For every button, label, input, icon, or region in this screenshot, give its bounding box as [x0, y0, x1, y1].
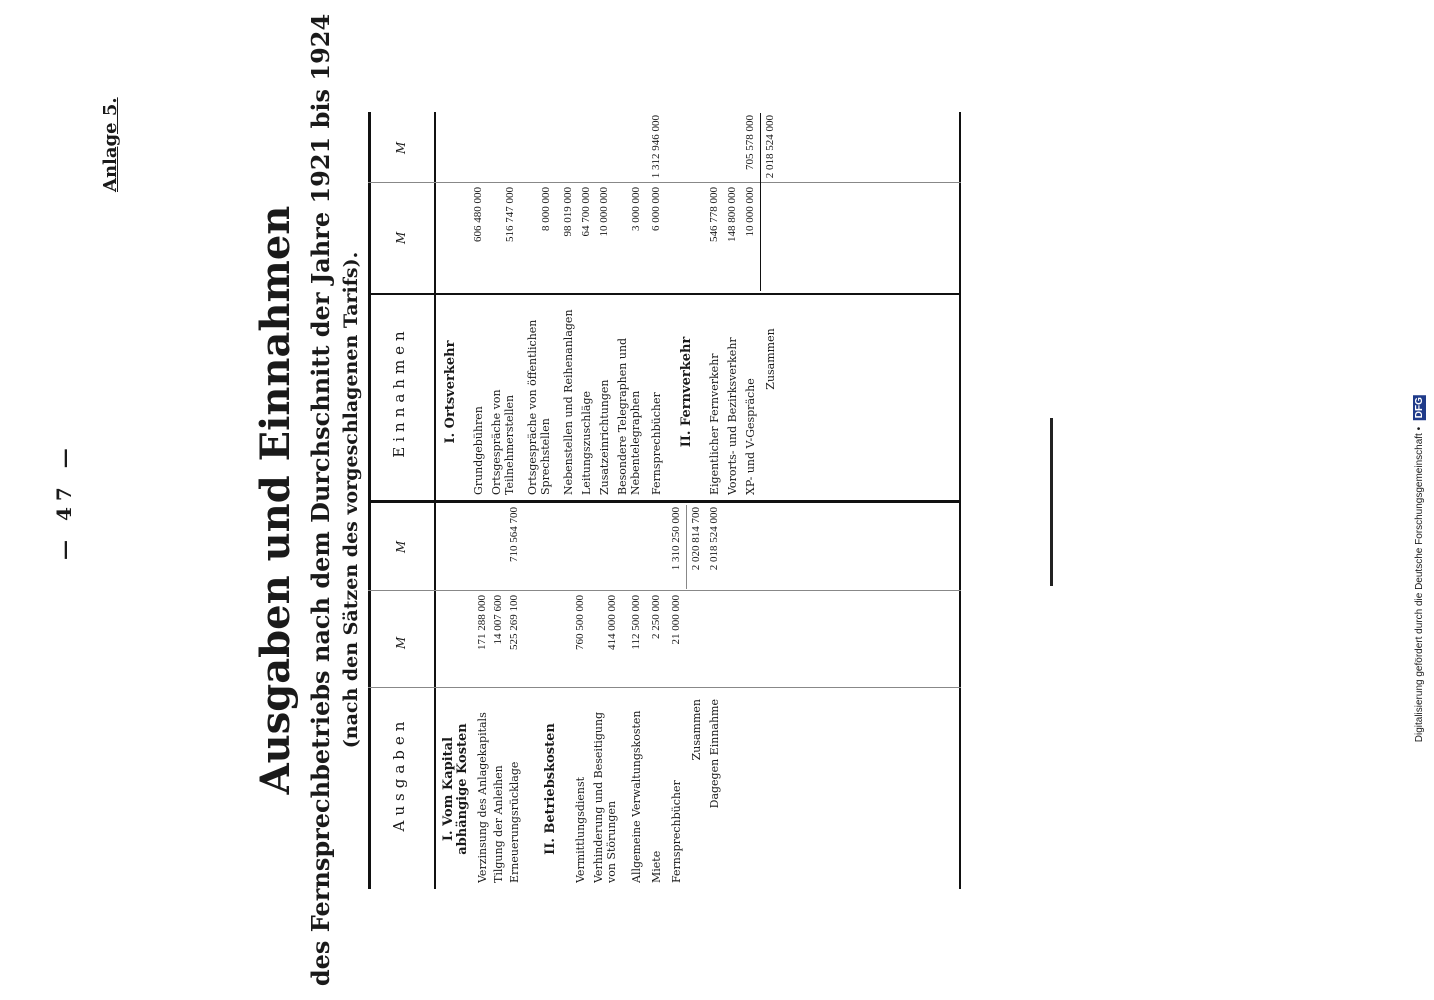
- amount-cell: 6 000 000: [650, 187, 662, 231]
- finance-table: [368, 112, 964, 889]
- page-number: — 47 —: [52, 442, 76, 560]
- amount-cell: 516 747 000: [504, 187, 516, 242]
- amount-cell: 760 500 000: [574, 595, 586, 650]
- list-item: Zusatzeinrichtungen: [598, 379, 611, 495]
- einnahmen-total: 2 018 524 000: [764, 115, 776, 179]
- list-item: Verzinsung des Anlagekapitals: [476, 712, 489, 883]
- ausgaben-section-2-title: II. Betriebskosten: [543, 723, 558, 855]
- ausgaben-against-label: Dagegen Einnahme: [708, 699, 721, 809]
- ausgaben-unit-1: M: [394, 636, 408, 649]
- list-item: Ortsgespräche von Teilnehmerstellen: [490, 389, 516, 495]
- einnahmen-unit-2: M: [394, 141, 408, 154]
- ausgaben-unit-2: M: [394, 540, 408, 553]
- amount-cell: 2 250 000: [650, 595, 662, 639]
- subtotal-cell: 1 310 250 000: [670, 507, 682, 571]
- amount-cell: 8 000 000: [540, 187, 552, 231]
- einnahmen-section-2-title: II. Fernverkehr: [679, 336, 694, 448]
- ausgaben-label-rule: [368, 687, 961, 688]
- amount-cell: 112 500 000: [630, 595, 642, 650]
- amount-cell: 606 480 000: [472, 187, 484, 242]
- list-item: Verhinderung und Beseitigung von Störungen: [592, 711, 618, 883]
- page-subtitle: des Fernsprechbetriebs nach dem Durchschnitt der Jahre 1921 bis 1924: [306, 13, 335, 987]
- sum-rule: [686, 505, 687, 589]
- amount-cell: 10 000 000: [744, 187, 756, 237]
- amount-cell: 414 000 000: [606, 595, 618, 650]
- list-item: Grundgebühren: [472, 406, 485, 495]
- list-item: Tilgung der Anleihen: [492, 765, 505, 883]
- list-item: Leitungszuschläge: [580, 390, 593, 495]
- table-middle-rule: [368, 500, 961, 503]
- credit-text: Digitalisierung gefördert durch die Deutsche Forschungsgemeinschaft •: [1414, 426, 1425, 743]
- amount-cell: 148 800 000: [726, 187, 738, 242]
- ausgaben-header: Ausgaben: [390, 716, 408, 832]
- subtotal-cell: 705 578 000: [744, 115, 756, 170]
- list-item: Fernsprechbücher: [670, 780, 683, 883]
- amount-cell: 14 007 600: [492, 595, 504, 645]
- amount-cell: 171 288 000: [476, 595, 488, 650]
- list-item: Erneuerungsrücklage: [508, 761, 521, 883]
- appendix-label: Anlage 5.: [100, 97, 121, 192]
- list-item: Fernsprechbücher: [650, 392, 663, 495]
- amount-cell: 98 019 000: [562, 187, 574, 237]
- einnahmen-header: Einnahmen: [390, 326, 408, 458]
- einnahmen-section-1-title: I. Ortsverkehr: [443, 340, 458, 444]
- list-item: XP- und V-Gespräche: [744, 378, 757, 495]
- amount-cell: 64 700 000: [580, 187, 592, 237]
- list-item: Ortsgespräche von öffentlichen Sprechstellen: [526, 319, 552, 495]
- list-item: Allgemeine Verwaltungskosten: [630, 710, 643, 883]
- list-item: Vermittlungsdienst: [574, 776, 587, 883]
- einnahmen-unit-1: M: [394, 231, 408, 244]
- ausgaben-section-1-title: I. Vom Kapital abhängige Kosten: [441, 723, 470, 855]
- list-item: Besondere Telegraphen und Nebentelegraphen: [616, 337, 642, 495]
- amount-cell: 21 000 000: [670, 595, 682, 645]
- list-item: Eigentlicher Fernverkehr: [708, 353, 721, 495]
- ausgaben-total-label: Zusammen: [690, 699, 703, 761]
- ausgaben-amount-rule: [368, 590, 961, 591]
- einnahmen-amount-rule: [368, 182, 961, 183]
- page-title: Ausgaben und Einnahmen: [252, 205, 299, 795]
- amount-cell: 525 269 100: [508, 595, 520, 650]
- digitization-credit: [1413, 395, 1426, 742]
- margin-mark: [1050, 418, 1053, 586]
- amount-cell: 10 000 000: [598, 187, 610, 237]
- list-item: Nebenstellen und Reihenanlagen: [562, 309, 575, 495]
- amount-cell: 3 000 000: [630, 187, 642, 231]
- page-subtitle-note: (nach den Sätzen des vorgeschlagenen Tarifs).: [340, 251, 362, 749]
- sum-rule: [760, 113, 761, 291]
- dfg-logo: DFG: [1414, 397, 1425, 419]
- amount-cell: 546 778 000: [708, 187, 720, 242]
- subtotal-cell: 1 312 946 000: [650, 115, 662, 179]
- ausgaben-against: 2 018 524 000: [708, 507, 720, 571]
- list-item: Miete: [650, 850, 663, 883]
- subtotal-cell: 710 564 700: [508, 507, 520, 562]
- ausgaben-total: 2 020 814 700: [690, 507, 702, 571]
- einnahmen-total-label: Zusammen: [764, 328, 777, 390]
- list-item: Vororts- und Bezirksverkehr: [726, 337, 739, 495]
